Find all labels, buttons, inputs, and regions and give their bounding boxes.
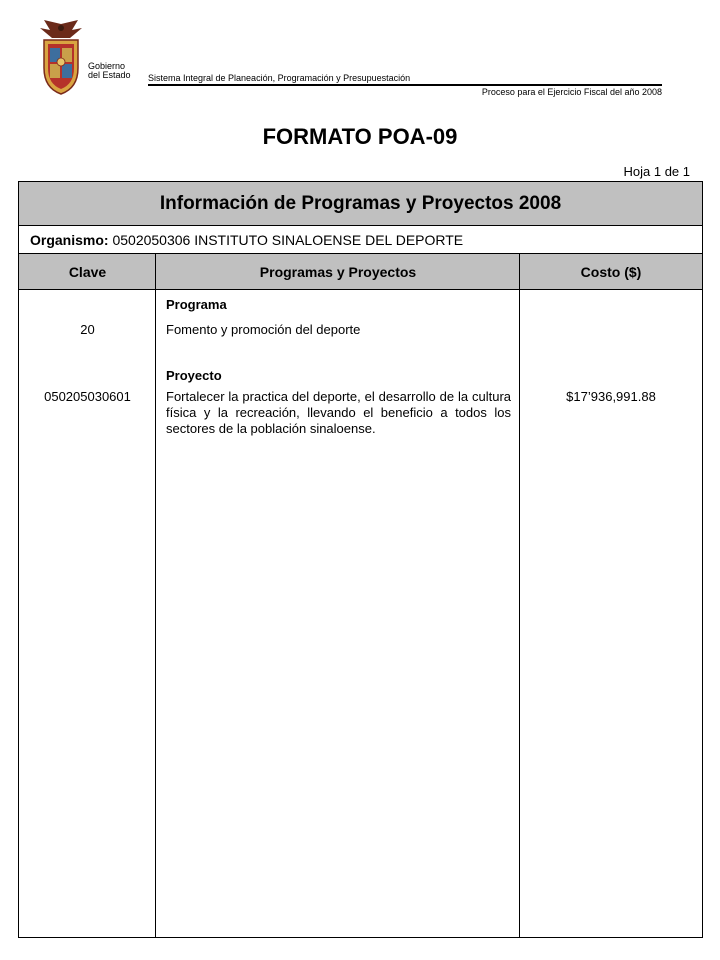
government-label-line2: del Estado [88,70,131,80]
organism-row [19,226,702,254]
project-clave: 050205030601 [44,389,131,404]
header-divider [148,84,662,86]
column-divider-1 [155,254,156,937]
column-header-row [19,254,702,290]
column-header-programs: Programas y Proyectos [259,263,417,280]
project-description: Fortalecer la practica del deporte, el desarrollo de la cultura física y la recreación, llevando el beneficio a todos los sectores de la población sinaloense. [166,389,511,436]
process-note: Proceso para el Ejercicio Fiscal del año 2008 [481,87,662,97]
program-clave: 20 [80,322,95,337]
system-name: Sistema Integral de Planeación, Programación y Presupuestación [148,73,411,83]
project-cost: $17’936,991.88 [566,389,656,404]
government-label-line1: Gobierno [88,61,126,71]
state-seal-logo [36,18,86,98]
column-header-cost: Costo ($) [580,263,642,280]
government-label [88,62,131,80]
program-section-label: Programa [166,297,227,312]
table-title: Información de Programas y Proyectos 2008 [19,182,702,226]
programs-table [18,181,703,938]
page-indicator: Hoja 1 de 1 [623,164,690,179]
organism-label: Organismo: [30,231,109,248]
column-header-clave: Clave [68,263,107,280]
column-divider-2 [519,254,520,937]
organism-value: 0502050306 INSTITUTO SINALOENSE DEL DEPORTE [108,231,464,248]
document-title: FORMATO POA-09 [262,124,458,149]
program-name: Fomento y promoción del deporte [166,322,361,337]
project-section-label: Proyecto [166,368,222,383]
